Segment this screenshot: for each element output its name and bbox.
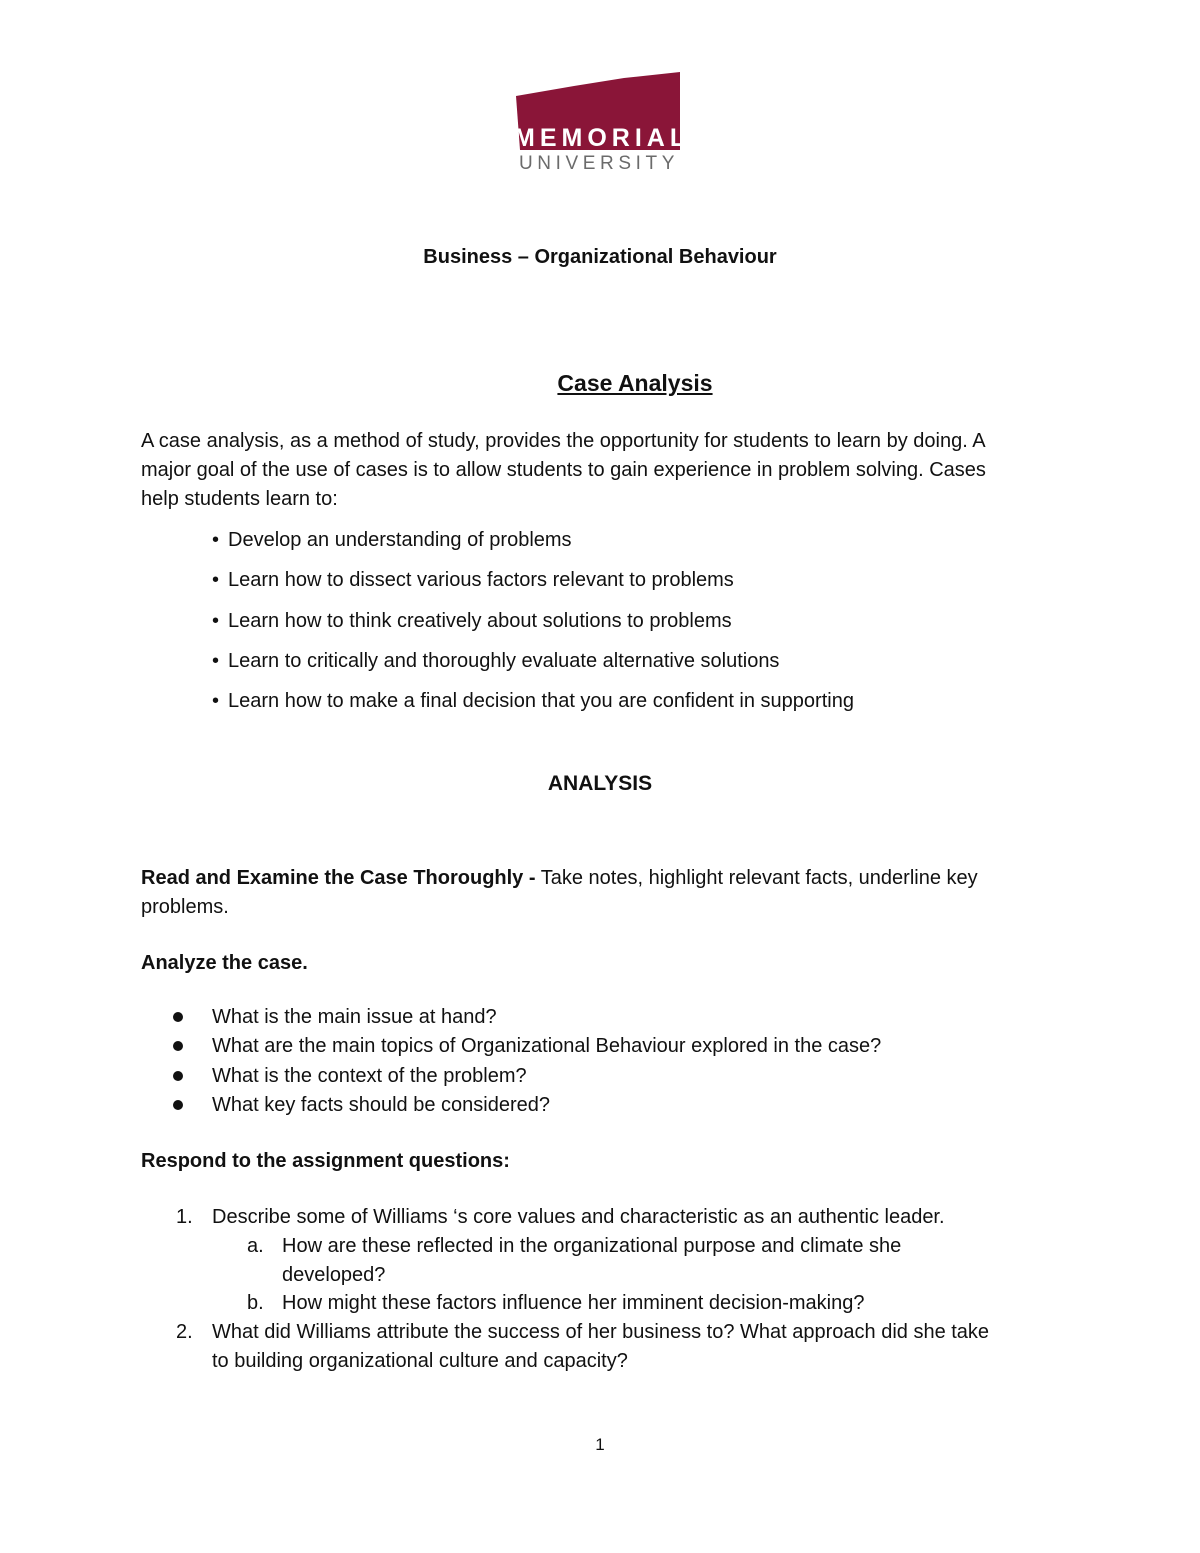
bullet-icon: • xyxy=(212,569,220,592)
question-1 xyxy=(0,1203,1200,1232)
bullet-icon: • xyxy=(212,649,220,672)
assignment-questions-list xyxy=(0,1203,1200,1376)
bullet-icon xyxy=(173,1041,183,1051)
intro-paragraph xyxy=(141,427,1061,514)
list-item xyxy=(212,647,1112,687)
list-item xyxy=(0,1032,1200,1061)
question-text: What did Williams attribute the success of her business to? What approach did she take xyxy=(212,1321,990,1344)
bullet-icon: • xyxy=(212,609,220,632)
case-analysis-heading: Case Analysis xyxy=(557,370,713,396)
intro-line: help students learn to: xyxy=(141,488,338,510)
list-item-text: What key facts should be considered? xyxy=(212,1093,550,1116)
intro-line: A case analysis, as a method of study, provides the opportunity for students to learn by doing. A xyxy=(141,430,986,452)
list-item xyxy=(212,566,1112,606)
logo-wordmark-university: UNIVERSITY xyxy=(518,153,680,174)
page-number: 1 xyxy=(595,1435,605,1454)
list-item xyxy=(0,1062,1200,1091)
list-item xyxy=(212,607,1112,647)
analyze-questions-list xyxy=(0,1003,1200,1120)
question-text: Describe some of Williams ‘s core values and characteristic as an authentic leader. xyxy=(212,1206,945,1228)
question-2-continued xyxy=(0,1347,1200,1376)
list-item xyxy=(0,1091,1200,1120)
analysis-heading: ANALYSIS xyxy=(547,772,653,795)
analyze-case-label: Analyze the case. xyxy=(141,952,308,974)
question-number: 2. xyxy=(176,1321,193,1344)
question-text: to building organizational culture and capacity? xyxy=(212,1349,628,1372)
subquestion-text: How are these reflected in the organizational purpose and climate she xyxy=(282,1234,902,1257)
read-examine-text: problems. xyxy=(141,896,229,918)
subquestion-text: developed? xyxy=(282,1263,386,1286)
list-item-text: What is the main issue at hand? xyxy=(212,1006,497,1028)
list-item xyxy=(212,687,1112,727)
course-title: Business – Organizational Behaviour xyxy=(423,246,777,268)
read-examine-paragraph xyxy=(141,864,1041,922)
read-examine-label: Read and Examine the Case Thoroughly - xyxy=(141,867,536,889)
list-item xyxy=(0,1003,1200,1032)
memorial-university-logo xyxy=(514,70,691,175)
list-item-text: What are the main topics of Organizational Behaviour explored in the case? xyxy=(212,1035,882,1058)
subquestion-text: How might these factors influence her imminent decision-making? xyxy=(282,1292,865,1315)
logo-wordmark-memorial: MEMORIAL xyxy=(514,124,691,152)
read-examine-text: Take notes, highlight relevant facts, underline key xyxy=(535,867,978,889)
learning-goals-list xyxy=(212,526,1112,727)
list-item xyxy=(212,526,1112,566)
question-1a-continued xyxy=(0,1261,1200,1290)
question-1b xyxy=(0,1289,1200,1318)
respond-questions-label: Respond to the assignment questions: xyxy=(141,1150,510,1172)
bullet-icon: • xyxy=(212,529,220,551)
list-item-text: What is the context of the problem? xyxy=(212,1064,527,1087)
question-2 xyxy=(0,1318,1200,1347)
list-item-text: Learn to critically and thoroughly evaluate alternative solutions xyxy=(228,649,780,672)
bullet-icon: • xyxy=(212,690,220,713)
list-item-text: Learn how to dissect various factors relevant to problems xyxy=(228,569,734,592)
bullet-icon xyxy=(173,1012,183,1022)
intro-line: major goal of the use of cases is to allow students to gain experience in problem solving. Cases xyxy=(141,459,986,481)
bullet-icon xyxy=(173,1071,183,1081)
list-item-text: Learn how to make a final decision that you are confident in supporting xyxy=(228,690,854,713)
subquestion-label: a. xyxy=(247,1234,264,1257)
list-item-text: Learn how to think creatively about solutions to problems xyxy=(228,609,732,632)
subquestion-label: b. xyxy=(247,1292,264,1315)
question-number: 1. xyxy=(176,1206,193,1228)
question-1a xyxy=(0,1232,1200,1261)
list-item-text: Develop an understanding of problems xyxy=(228,529,572,551)
bullet-icon xyxy=(173,1100,183,1110)
